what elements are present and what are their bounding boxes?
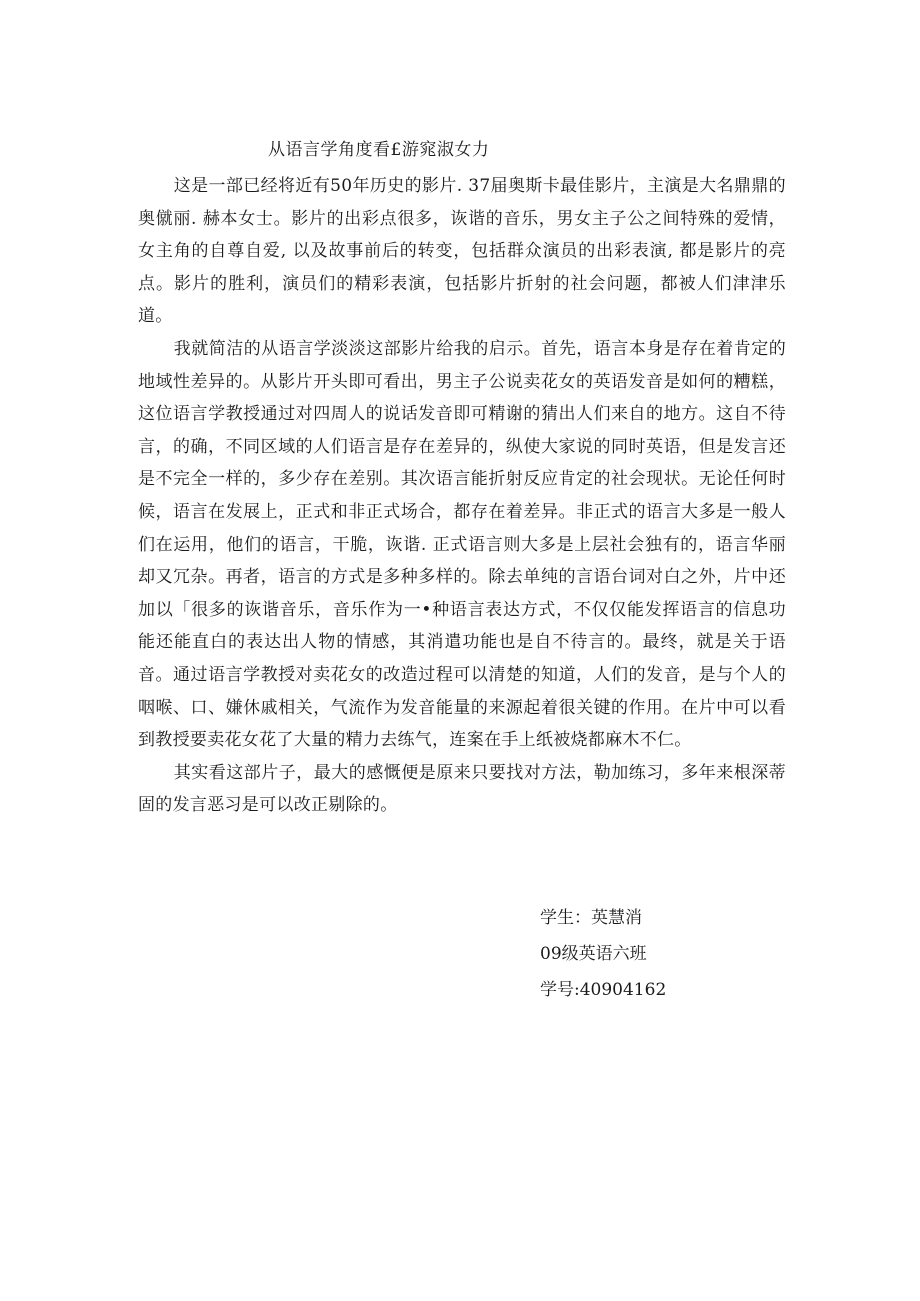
student-class: 09级英语六班	[540, 944, 647, 964]
student-name: 学生：英慧消	[540, 908, 642, 928]
signature-block	[540, 900, 666, 1008]
paragraph-3: 其实看这部片子，最大的感慨便是原来只要找对方法，勒加练习，多年来根深蒂固的发言恶习是可以改正剔除的。	[138, 762, 786, 816]
paragraph-1: 这是一部已经将近有50年历史的影片. 37届奥斯卡最佳影片，主演是大名鼎鼎的奥僦丽. 赫本女士。影片的出彩点很多，诙谐的音乐，男女主子公之间特殊的爱情，女主角的自尊自爱, 以及故事前后的转变，包括群众演员的出彩表演, 都是影片的亮点。影片的胜利，演员们的精彩表演，包括影片折射的社会问题，都被人们津津乐道。	[138, 176, 786, 327]
paragraph-2: 我就简洁的从语言学淡淡这部影片给我的启示。首先，语言本身是存在着肯定的地域性差异的。从影片开头即可看出，男主子公说卖花女的英语发音是如何的糟糕，这位语言学教授通过对四周人的说话发音即可精谢的猜出人们来自的地方。这自不待言，的确，不同区域的人们语言是存在差异的，纵使大家说的同时英语，但是发言还是不完全一样的，多少存在差别。其次语言能折射反应肯定的社会现状。无论任何时候，语言在发展上，正式和非正式场合，都存在着差异。非正式的语言大多是一般人们在运用，他们的语言，干脆，诙谐. 正式语言则大多是上层社会独有的，语言华丽却又冗杂。再者，语言的方式是多种多样的。除去单纯的言语台词对白之外，片中还加以「很多的诙谐音乐，音乐作为一•种语言表达方式，不仅仅能发挥语言的信息功能还能直白的表达出人物的情感，其消遣功能也是自不待言的。最终，就是关于语音。通过语言学教授对卖花女的改造过程可以清楚的知道，人们的发音，是与个人的咽喉、口、嫌休戚相关，气流作为发音能量的来源起着很关键的作用。在片中可以看到教授要卖花女花了大量的精力去练气，连案在手上纸被烧都麻木不仁。	[138, 338, 786, 751]
document-body	[138, 170, 786, 822]
student-id: 学号:40904162	[540, 980, 667, 1000]
document-title: 从语言学角度看£游窕淑女力	[268, 140, 490, 160]
